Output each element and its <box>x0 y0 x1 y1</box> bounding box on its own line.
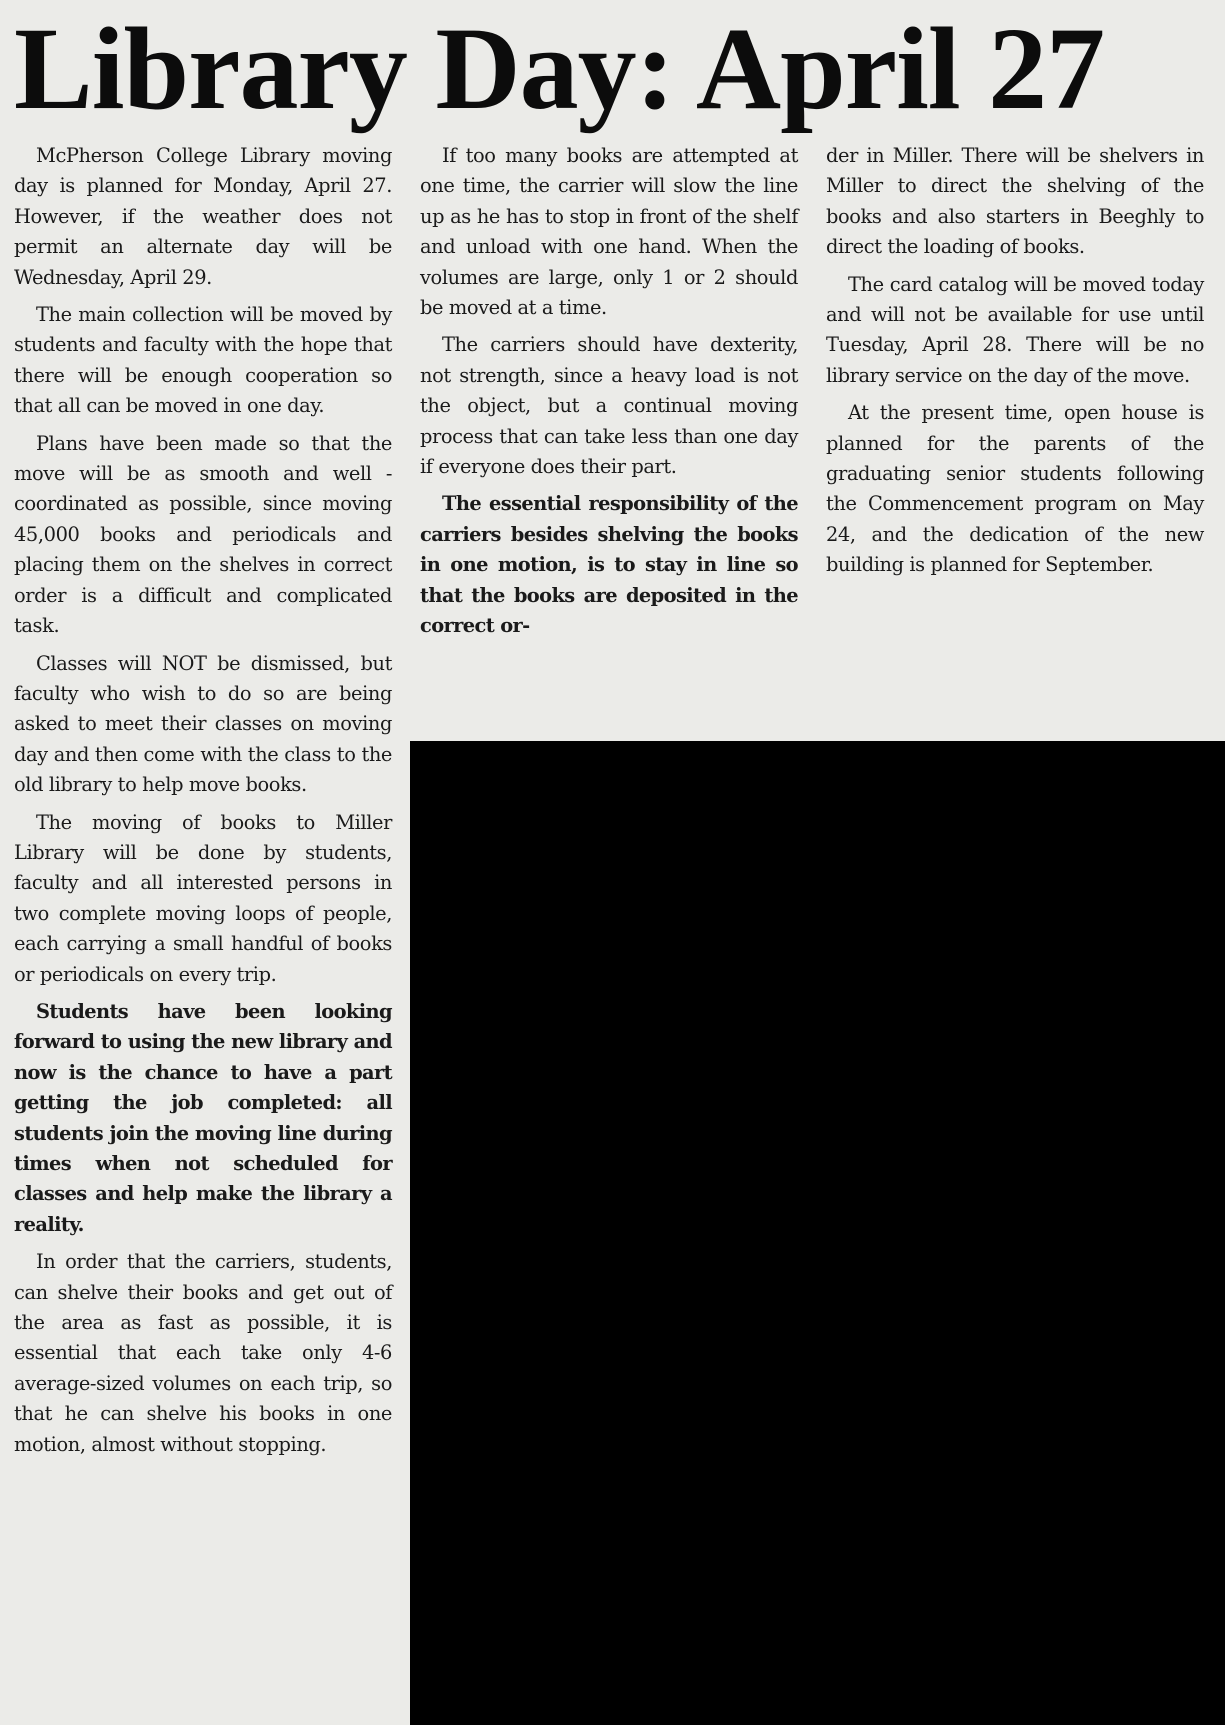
paragraph: Plans have been made so that the move will be as smooth and well - coordinated as possible, since moving 45,000 books and periodicals and placing them on the shelves in correct order is a difficult and complicated task. <box>14 431 392 638</box>
article-column-1 <box>14 141 392 1467</box>
paragraph: If too many books are attempted at one time, the carrier will slow the line up as he has to stop in front of the shelf and unload with one hand. When the volumes are large, only 1 or 2 should be moved at a time. <box>420 144 798 320</box>
paragraph: der in Miller. There will be shelvers in Miller to direct the shelving of the books and also starters in Beeghly to direct the loading of books. <box>826 144 1204 259</box>
paragraph: In order that the carriers, students, can shelve their books and get out of the area as fast as possible, it is essential that each take only 4-6 average-sized volumes on each trip, so that he can shelve his books in one motion, almost without stopping. <box>14 1250 392 1456</box>
paragraph: Students have been looking forward to using the new library and now is the chance to have a part getting the job completed: all students join the moving line during times when not scheduled for classes and help make the library a reality. <box>14 999 392 1236</box>
blank-region <box>410 741 1225 1725</box>
paragraph: The essential responsibility of the carriers besides shelving the books in one motion, is to stay in line so that the books are deposited in the correct or- <box>420 492 798 638</box>
article-column-2 <box>420 141 798 649</box>
paragraph: McPherson College Library moving day is planned for Monday, April 27. However, if the weather does not permit an alternate day will be Wednesday, April 29. <box>14 144 392 289</box>
paragraph: The card catalog will be moved today and will not be available for use until Tuesday, April 28. There will be no library service on the day of the move. <box>826 272 1204 387</box>
paragraph: The carriers should have dexterity, not strength, since a heavy load is not the object, but a continual moving process that can take less than one day if everyone does their part. <box>420 333 798 479</box>
paragraph: At the present time, open house is planned for the parents of the graduating senior students following the Commencement program on May 24, and the dedication of the new building is planned for September. <box>826 401 1204 577</box>
paragraph: The main collection will be moved by students and faculty with the hope that there will be enough cooperation so that all can be moved in one day. <box>14 303 392 418</box>
paragraph: The moving of books to Miller Library will be done by students, faculty and all interested persons in two complete moving loops of people, each carrying a small handful of books or periodicals on every trip. <box>14 810 392 986</box>
headline: Library Day: April 27 <box>14 3 1105 134</box>
paragraph: Classes will NOT be dismissed, but faculty who wish to do so are being asked to meet their classes on moving day and then come with the class to the old library to help move books. <box>14 651 392 797</box>
article-column-3 <box>826 141 1204 588</box>
